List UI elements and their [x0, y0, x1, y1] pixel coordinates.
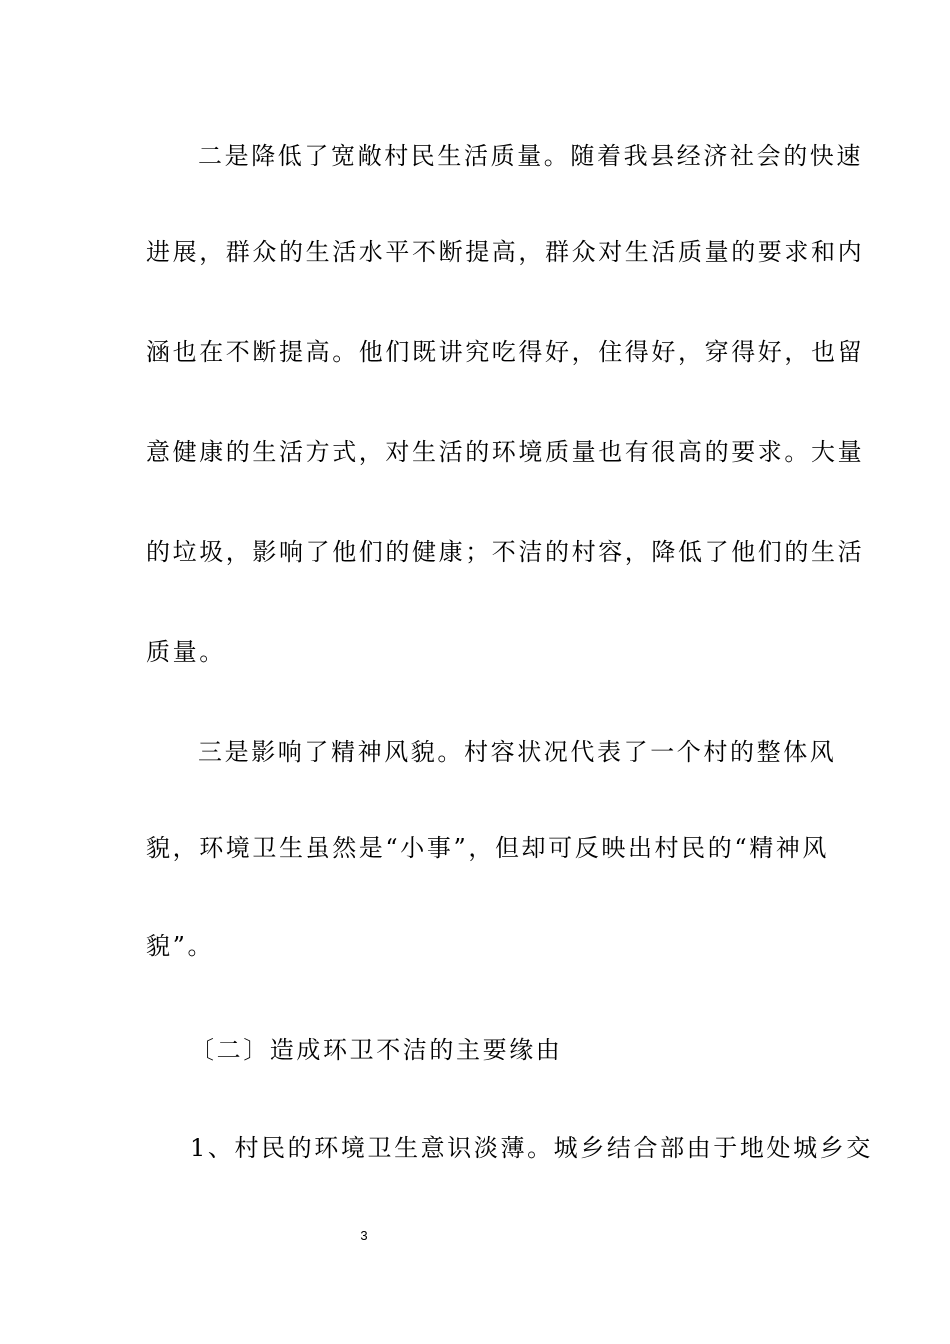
page-number: 3	[360, 1228, 368, 1243]
paragraph-line: 三是影响了精神风貌。村容状况代表了一个村的整体风	[198, 738, 837, 766]
paragraph-line: 的垃圾，影响了他们的健康；不洁的村容，降低了他们的生活	[146, 538, 865, 566]
paragraph-line: 貌”。	[146, 932, 215, 960]
paragraph-line: 进展，群众的生活水平不断提高，群众对生活质量的要求和内	[146, 238, 865, 266]
section-heading: 〔二〕造成环卫不洁的主要缘由	[190, 1036, 563, 1064]
paragraph-line: 二是降低了宽敞村民生活质量。随着我县经济社会的快速	[198, 142, 863, 170]
paragraph-line: 意健康的生活方式，对生活的环境质量也有很高的要求。大量	[146, 438, 865, 466]
paragraph-line: 涵也在不断提高。他们既讲究吃得好，住得好，穿得好，也留	[146, 338, 865, 366]
paragraph-line: 貌，环境卫生虽然是“小事”，但却可反映出村民的“精神风	[146, 834, 830, 862]
paragraph-line: 质量。	[146, 638, 226, 666]
paragraph-line: 1、村民的环境卫生意识淡薄。城乡结合部由于地处城乡交	[190, 1134, 873, 1162]
